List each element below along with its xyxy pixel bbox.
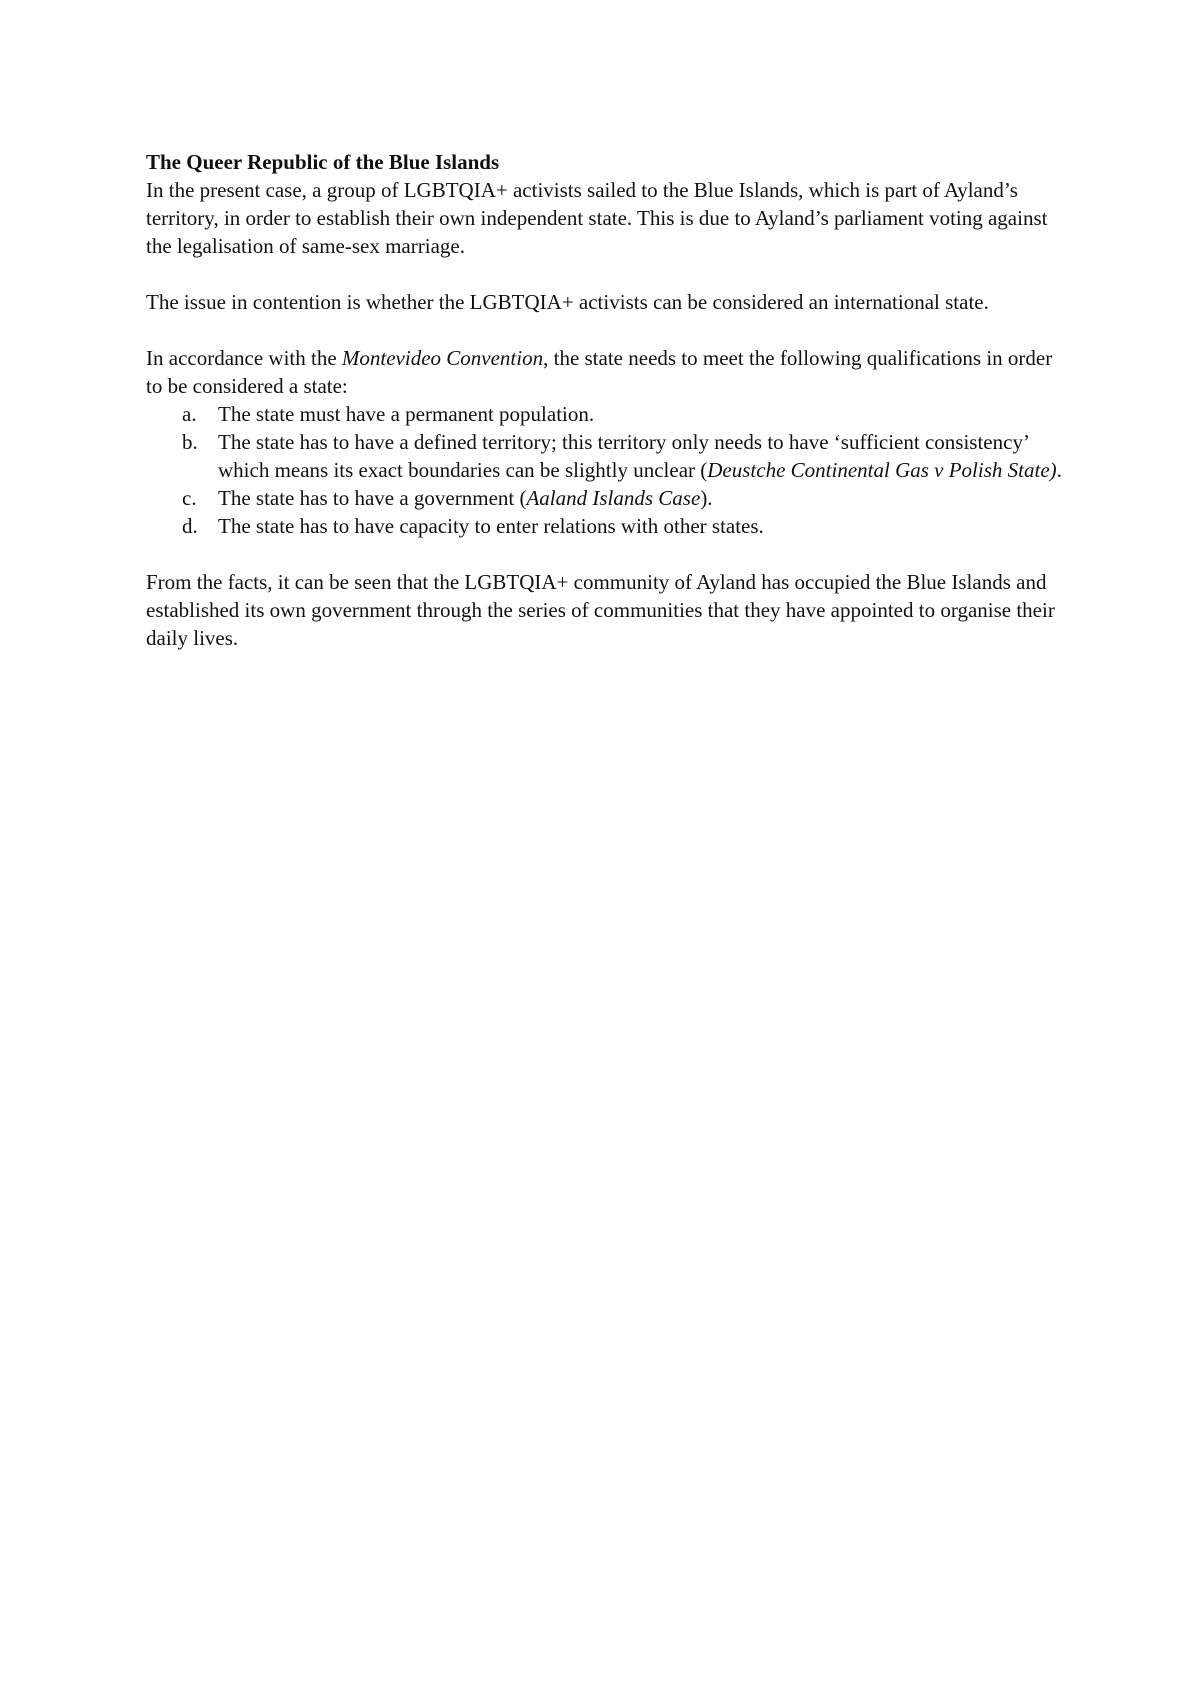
criteria-text-after: . [1056,458,1062,482]
criteria-text: The state has to have capacity to enter relations with other states. [218,514,764,538]
document-body [146,148,1066,652]
paragraph-gap [146,540,1066,568]
criteria-item-d [146,512,1066,540]
criteria-text: The state has to have a defined territory; this territory only needs to have ‘sufficient consistency’ which means its exact boundaries can be slightly unclear ( [218,430,1029,482]
criteria-item-c [146,484,1066,512]
convention-paragraph [146,344,1066,400]
criteria-case-name: Deustche Continental Gas v Polish State) [707,458,1057,482]
convention-text-before: In accordance with the [146,346,342,370]
document-title: The Queer Republic of the Blue Islands [146,150,500,174]
list-marker: a. [182,402,197,426]
paragraph-gap [146,260,1066,288]
criteria-text-after: ). [700,486,713,510]
criteria-item-b [146,428,1066,484]
criteria-case-name: Aaland Islands Case [526,486,701,510]
paragraph-gap [146,316,1066,344]
criteria-text: The state must have a permanent population. [218,402,595,426]
criteria-list [146,400,1066,540]
criteria-item-a [146,400,1066,428]
convention-case-name: Montevideo Convention [341,346,544,370]
list-marker: c. [182,486,197,510]
issue-paragraph: The issue in contention is whether the LGBTQIA+ activists can be considered an international state. [146,290,989,314]
conclusion-paragraph: From the facts, it can be seen that the LGBTQIA+ community of Ayland has occupied the Blue Islands and established its own government through the series of communities that they have appointed to organise their daily lives. [146,570,1055,650]
intro-paragraph: In the present case, a group of LGBTQIA+ activists sailed to the Blue Islands, which is part of Ayland’s territory, in order to establish their own independent state. This is due to Ayland’s parliament voting against the legalisation of same-sex marriage. [146,178,1048,258]
criteria-text: The state has to have a government ( [218,486,527,510]
list-marker: d. [182,514,198,538]
convention-text-after: , the state needs to meet the following qualifications in order to be considered a state: [146,346,1053,398]
list-marker: b. [182,430,198,454]
